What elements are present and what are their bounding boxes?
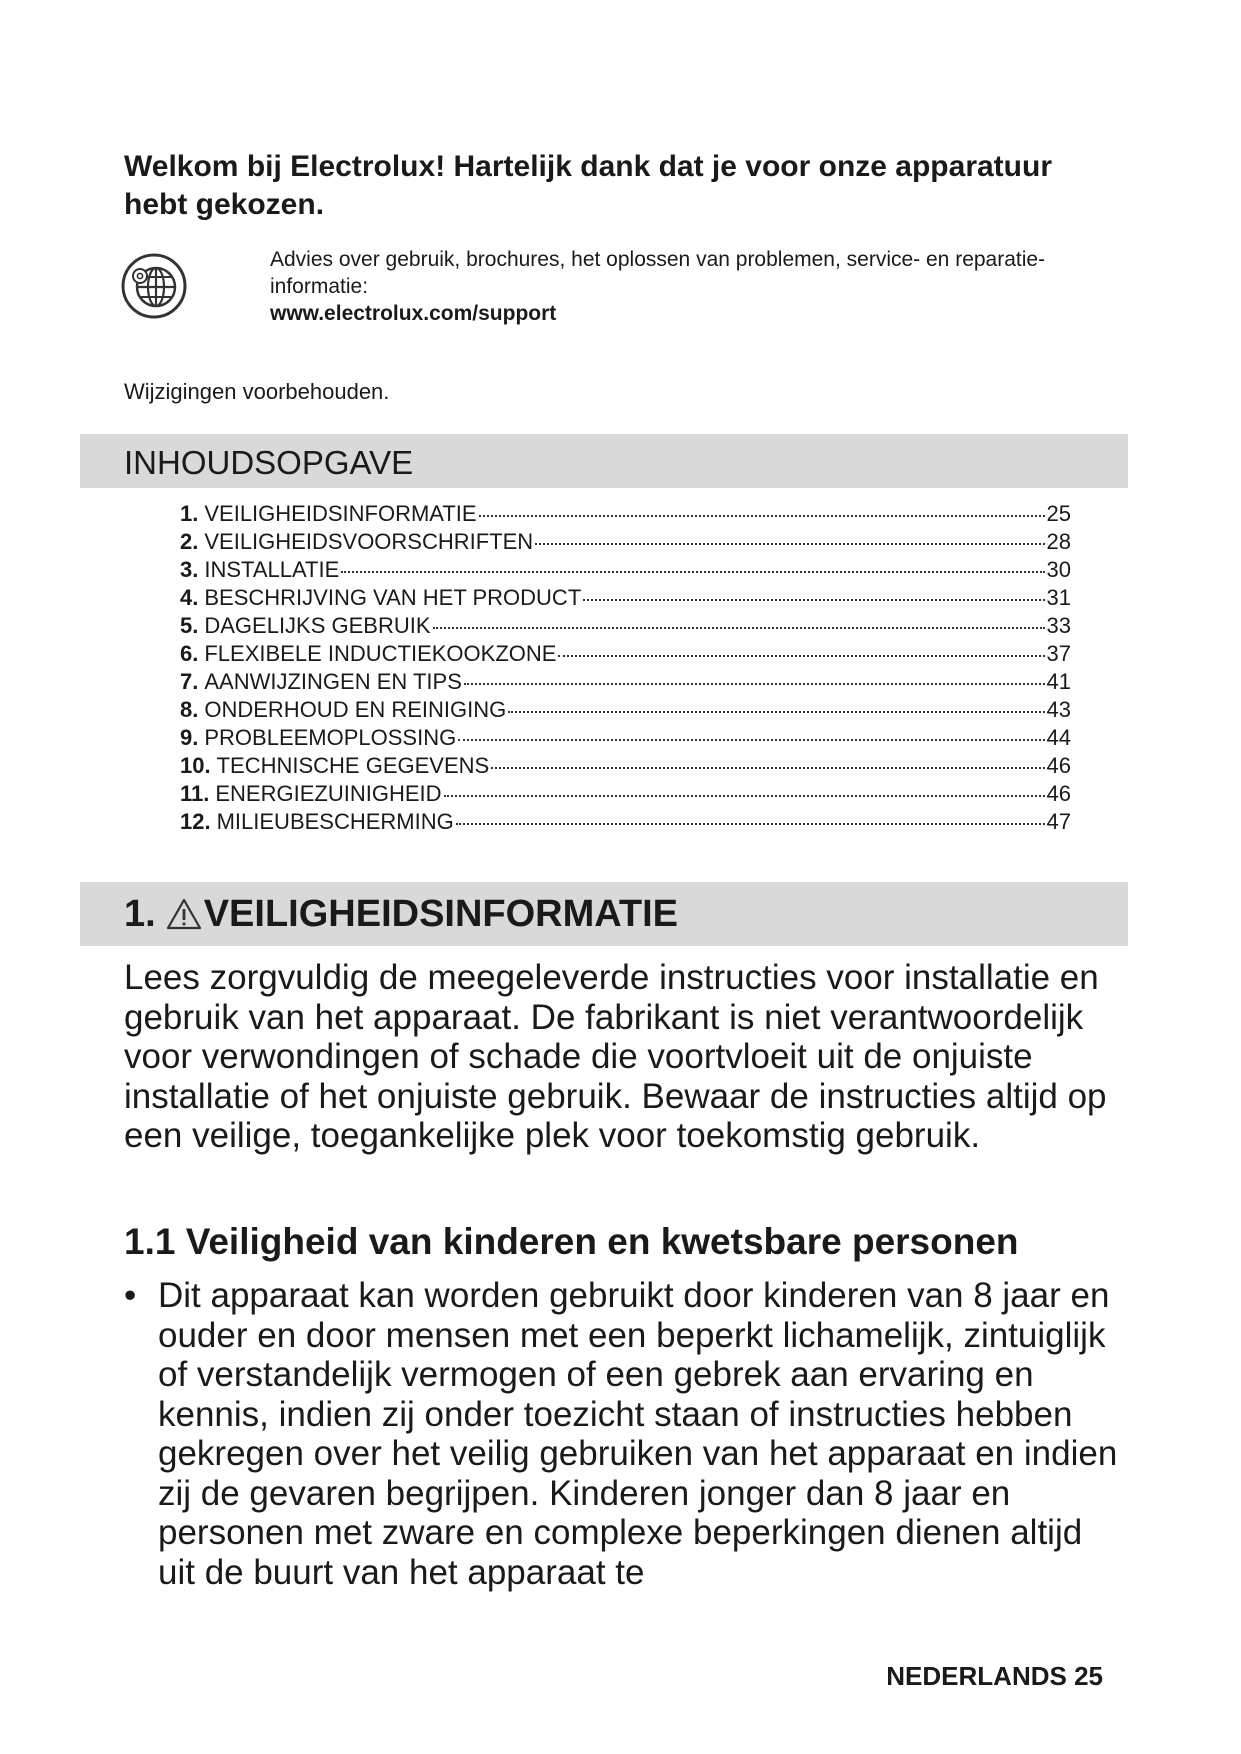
- intro-paragraph: Lees zorgvuldig de meegeleverde instructies voor installatie en gebruik van het apparaat. De fabrikant is niet verantwoordelijk voor verwondingen of schade die voortvloeit uit de onjuiste installatie of het onjuiste gebruik. Bewaar de instructies altijd op een veilige, toegankelijke plek voor toekomstig gebruik.: [124, 958, 1107, 1155]
- toc-leader-dots: [456, 823, 1045, 825]
- toc-item-label: PROBLEEMOPLOSSING: [204, 725, 457, 750]
- toc-item-label: INSTALLATIE: [204, 557, 340, 582]
- toc-leader-dots: [433, 627, 1045, 629]
- toc-leader-dots: [535, 543, 1044, 545]
- toc-item-label: AANWIJZINGEN EN TIPS: [204, 669, 462, 694]
- support-text: Advies over gebruik, brochures, het oplossen van problemen, service- en reparatie-informatie:: [270, 248, 1046, 298]
- toc-item-page: 37: [1046, 641, 1071, 666]
- toc-item-page: 25: [1046, 501, 1071, 526]
- toc-item-number: 9.: [180, 725, 199, 750]
- toc-item-label: TECHNISCHE GEGEVENS: [216, 753, 490, 778]
- toc-item-number: 1.: [180, 501, 199, 526]
- toc-item[interactable]: [180, 808, 1071, 836]
- toc-item-page: 41: [1046, 669, 1071, 694]
- toc-item-number: 11.: [180, 781, 210, 806]
- toc-item-number: 8.: [180, 697, 199, 722]
- toc-item-number: 6.: [180, 641, 199, 666]
- toc-item-label: ONDERHOUD EN REINIGING: [204, 697, 507, 722]
- toc-item[interactable]: [180, 724, 1071, 752]
- toc-item-page: 30: [1046, 557, 1071, 582]
- toc-item-number: 3.: [180, 557, 199, 582]
- toc-item-number: 7.: [180, 669, 199, 694]
- toc-item[interactable]: [180, 752, 1071, 780]
- toc-item-label: MILIEUBESCHERMING: [216, 809, 454, 834]
- toc-leader-dots: [341, 571, 1044, 573]
- toc-item[interactable]: [180, 500, 1071, 528]
- section-title-text: VEILIGHEIDSINFORMATIE: [203, 893, 679, 935]
- subsection-title: 1.1 Veiligheid van kinderen en kwetsbare personen: [124, 1221, 1019, 1262]
- toc-item-page: 44: [1046, 725, 1071, 750]
- toc-item-page: 43: [1046, 697, 1071, 722]
- toc-item[interactable]: [180, 696, 1071, 724]
- toc-leader-dots: [508, 711, 1044, 713]
- toc-list: [180, 500, 1071, 836]
- bullet-mark: •: [124, 1276, 137, 1315]
- welcome-heading: Welkom bij Electrolux! Hartelijk dank dat je voor onze apparatuur hebt gekozen.: [124, 150, 1052, 221]
- toc-item[interactable]: [180, 528, 1071, 556]
- toc-item-page: 31: [1046, 585, 1071, 610]
- bullet-item: [124, 1276, 1124, 1592]
- toc-leader-dots: [479, 515, 1045, 517]
- toc-item-number: 2.: [180, 529, 199, 554]
- toc-item[interactable]: [180, 612, 1071, 640]
- toc-item-number: 12.: [180, 809, 211, 834]
- changes-notice: Wijzigingen voorbehouden.: [124, 379, 390, 404]
- toc-item[interactable]: [180, 780, 1071, 808]
- toc-title: INHOUDSOPGAVE: [124, 444, 414, 481]
- bullet-text: Dit apparaat kan worden gebruikt door kinderen van 8 jaar en ouder en door mensen met een beperkt lichamelijk, zintuiglijk of verstandelijk vermogen of een gebrek aan ervaring en kennis, indien zij onder toezicht staan of instructies hebben gekregen over het veilig gebruiken van het apparaat en indien zij de gevaren begrijpen. Kinderen jonger dan 8 jaar en personen met zware en complexe beperkingen dienen altijd uit de buurt van het apparaat te: [158, 1276, 1118, 1592]
- toc-item-label: DAGELIJKS GEBRUIK: [204, 613, 431, 638]
- page-footer: NEDERLANDS 25: [886, 1661, 1103, 1691]
- toc-leader-dots: [464, 683, 1045, 685]
- toc-item-label: ENERGIEZUINIGHEID: [215, 781, 442, 806]
- support-link[interactable]: www.electrolux.com/support: [270, 302, 557, 325]
- toc-item[interactable]: [180, 668, 1071, 696]
- toc-item-page: 46: [1046, 781, 1071, 806]
- toc-leader-dots: [444, 795, 1045, 797]
- toc-item[interactable]: [180, 640, 1071, 668]
- toc-item[interactable]: [180, 584, 1071, 612]
- globe-icon: [120, 252, 188, 320]
- support-info: [270, 246, 1130, 327]
- section-number: 1.: [124, 893, 156, 935]
- toc-item[interactable]: [180, 556, 1071, 584]
- toc-item-page: 33: [1046, 613, 1071, 638]
- toc-item-label: VEILIGHEIDSVOORSCHRIFTEN: [204, 529, 534, 554]
- warning-icon: [166, 898, 202, 930]
- toc-leader-dots: [458, 739, 1044, 741]
- toc-item-page: 47: [1046, 809, 1071, 834]
- toc-leader-dots: [491, 767, 1044, 769]
- section-title: [124, 891, 678, 937]
- toc-leader-dots: [558, 655, 1044, 657]
- toc-item-number: 5.: [180, 613, 199, 638]
- toc-item-page: 28: [1046, 529, 1071, 554]
- toc-item-label: BESCHRIJVING VAN HET PRODUCT: [204, 585, 582, 610]
- toc-item-number: 10.: [180, 753, 211, 778]
- toc-item-label: VEILIGHEIDSINFORMATIE: [204, 501, 477, 526]
- toc-leader-dots: [583, 599, 1044, 601]
- toc-item-label: FLEXIBELE INDUCTIEKOOKZONE: [204, 641, 557, 666]
- toc-item-page: 46: [1046, 753, 1071, 778]
- toc-item-number: 4.: [180, 585, 199, 610]
